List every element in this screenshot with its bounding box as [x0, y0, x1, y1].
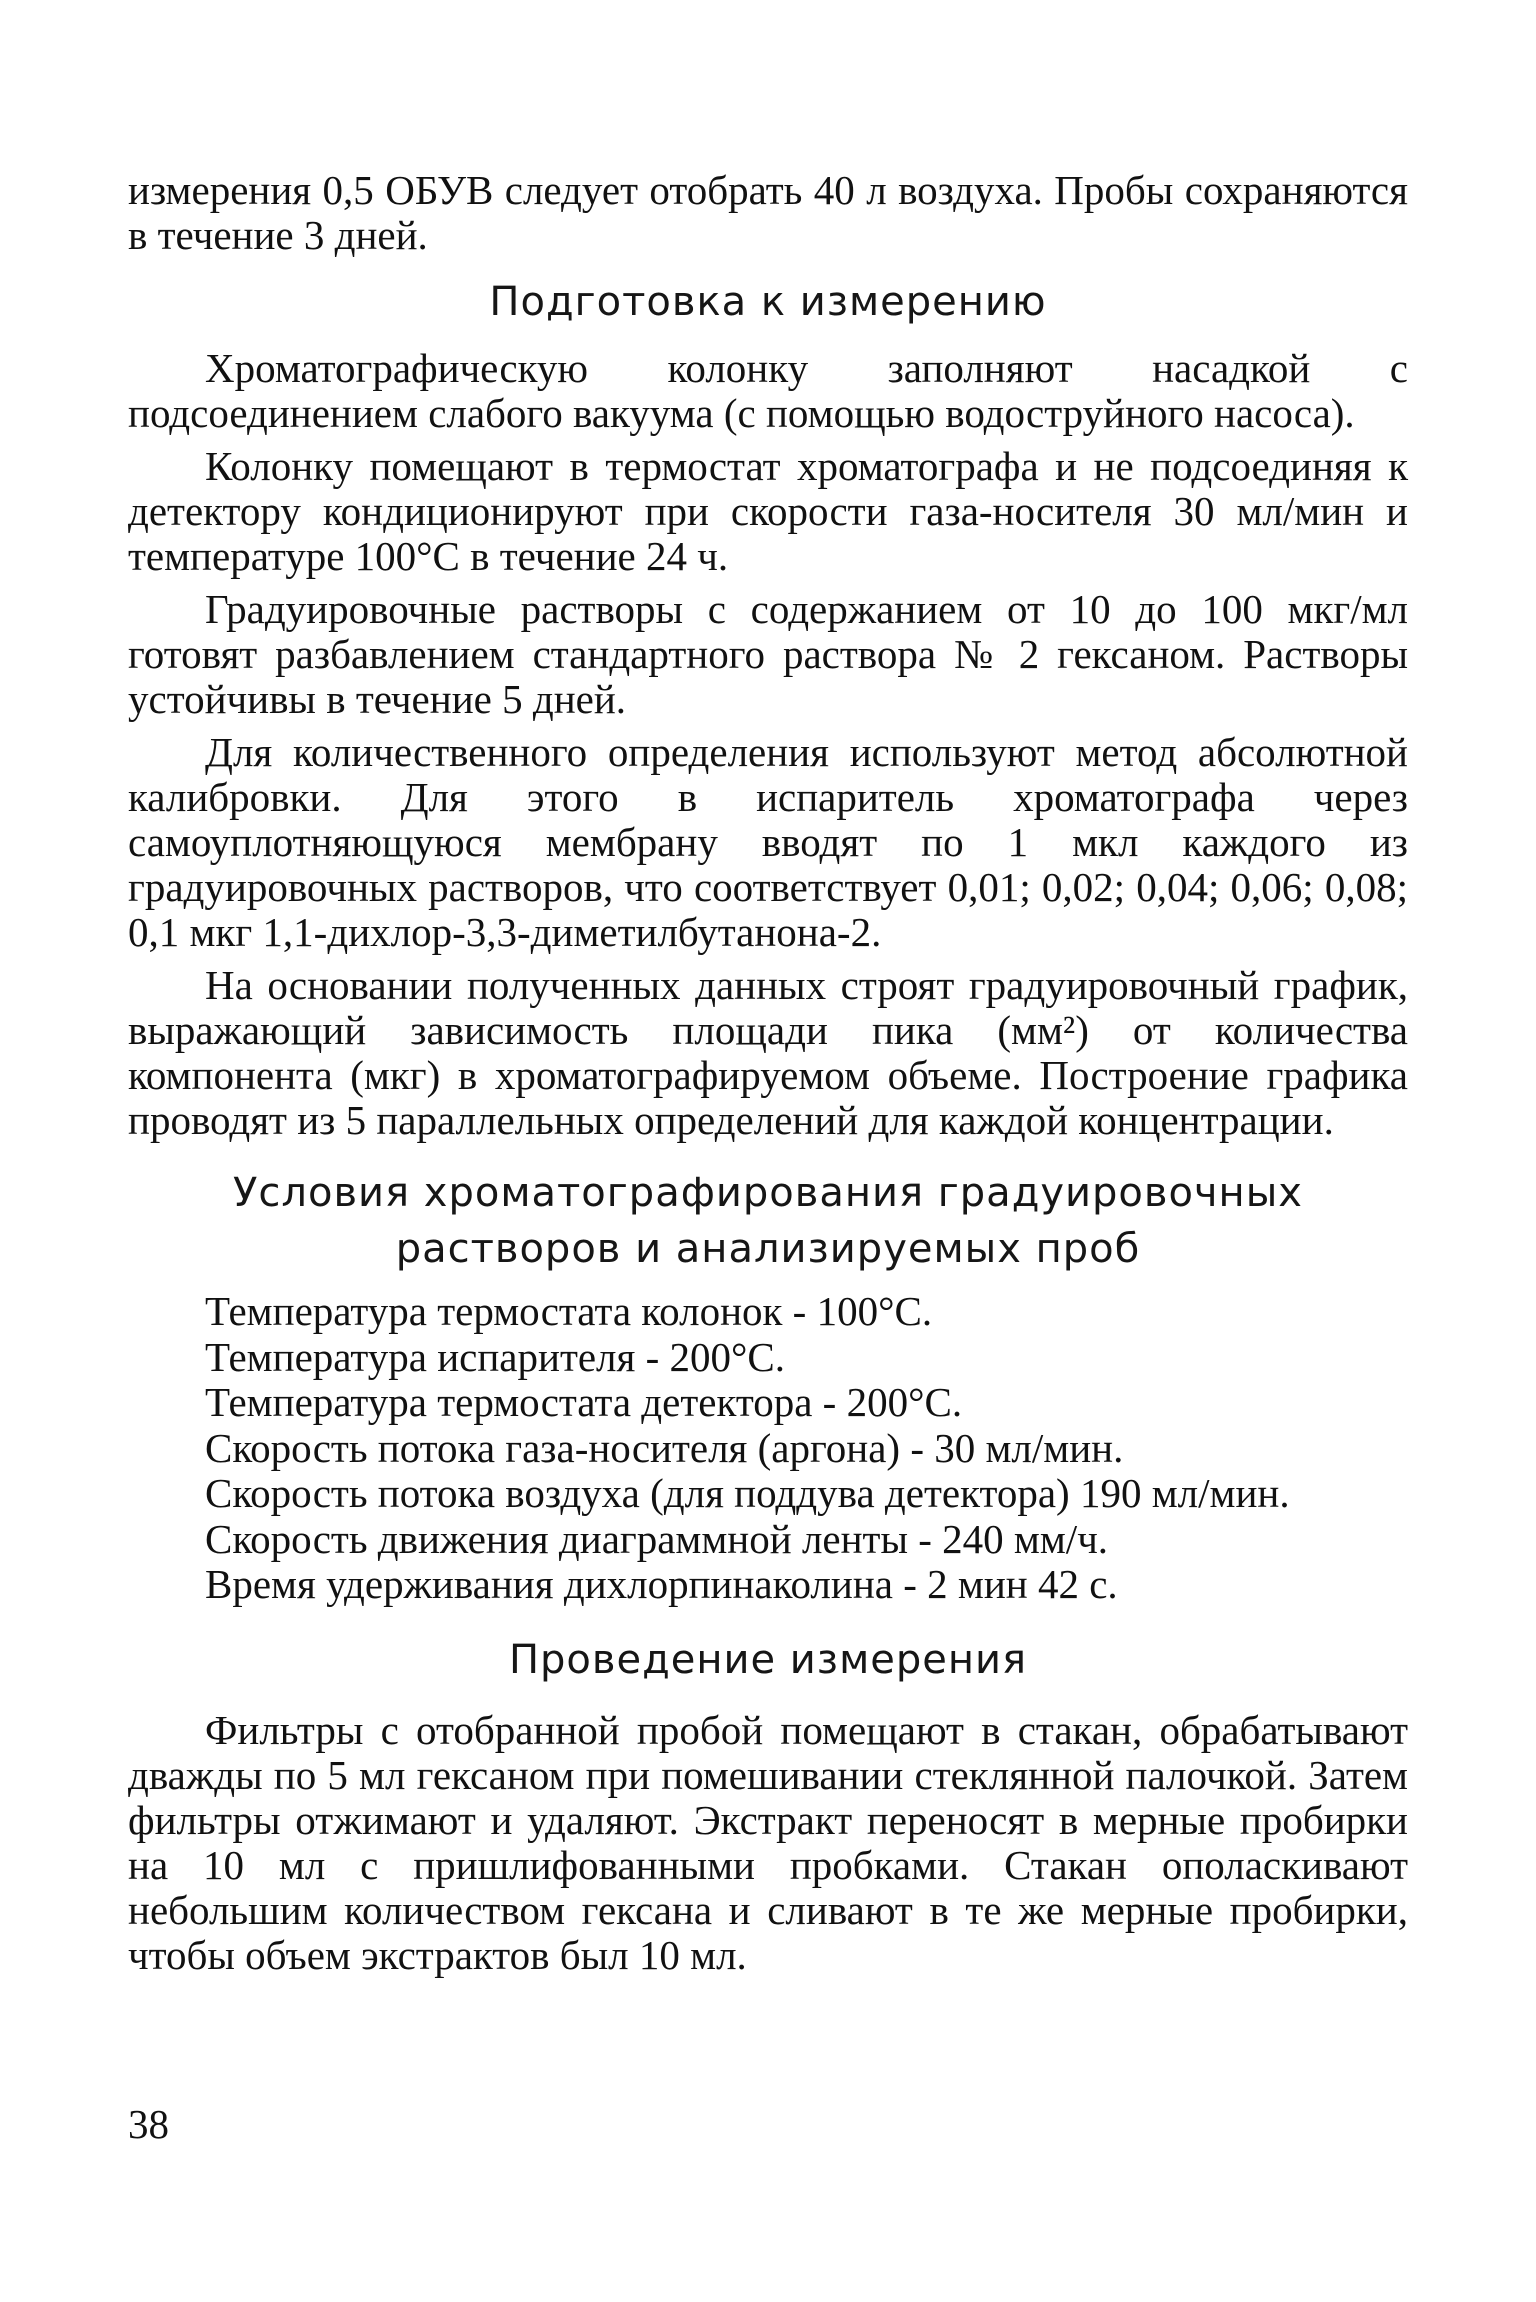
preparation-paragraph-2: Колонку помещают в термостат хроматографа и не подсоединяя к детектору кондиционируют при скорости газа-носителя 30 мл/мин и температуре 100°С в течение 24 ч. — [128, 443, 1408, 579]
page-number: 38 — [128, 2101, 169, 2147]
section-title-conditions-line-2: растворов и анализируемых проб — [395, 1226, 1141, 1272]
condition-item: Температура термостата колонок - 100°С. — [205, 1288, 933, 1334]
preparation-paragraph-3: Градуировочные растворы с содержанием от 10 до 100 мкг/мл готовят разбавлением стандартного раствора № 2 гексаном. Растворы устойчивы в течение 5 дней. — [128, 586, 1408, 722]
condition-item: Скорость потока газа-носителя (аргона) - 30 мл/мин. — [205, 1424, 1124, 1471]
preparation-paragraph-4: Для количественного определения используют метод абсолютной калибровки. Для этого в испаритель хроматографа через самоуплотняющуюся мембрану вводят по 1 мкл каждого из градуировочных растворов, что соответствует 0,01; 0,02; 0,04; 0,06; 0,08; 0,1 мкг 1,1-дихлор-3,3-диметилбутанона-2. — [128, 729, 1408, 955]
intro-paragraph: измерения 0,5 ОБУВ следует отобрать 40 л воздуха. Пробы сохраняются в течение 3 дней. — [128, 167, 1408, 258]
condition-item: Время удерживания дихлорпинаколина - 2 мин 42 с. — [205, 1561, 1118, 1607]
preparation-paragraph-1: Хроматографическую колонку заполняют насадкой с подсоединением слабого вакуума (с помощью водоструйного насоса). — [128, 345, 1408, 436]
section-title-conditions — [128, 1165, 1408, 1277]
condition-item: Температура термостата детектора - 200°С. — [205, 1379, 963, 1425]
condition-item: Температура испарителя - 200°С. — [205, 1333, 786, 1380]
page-body — [128, 168, 1408, 1978]
condition-item: Скорость потока воздуха (для поддува детектора) 190 мл/мин. — [205, 1470, 1290, 1516]
section-title-measurement: Проведение измерения — [508, 1636, 1028, 1683]
section-title-conditions-line-1: Условия хроматографирования градуировочных — [233, 1170, 1303, 1216]
preparation-paragraph-5: На основании полученных данных строят градуировочный график, выражающий зависимость площади пика (мм²) от количества компонента (мкг) в хроматографируемом объеме. Построение графика проводят из 5 параллельных определений для каждой концентрации. — [128, 962, 1408, 1143]
measurement-paragraph: Фильтры с отобранной пробой помещают в стакан, обрабатывают дважды по 5 мл гексаном при помешивании стеклянной палочкой. Затем фильтры отжимают и удаляют. Экстракт переносят в мерные пробирки на 10 мл с пришлифованными пробками. Стакан ополаскивают небольшим количеством гексана и сливают в те же мерные пробирки, чтобы объем экстрактов был 10 мл. — [128, 1706, 1408, 1978]
conditions-list — [128, 1289, 1408, 1608]
section-title-preparation: Подготовка к измерению — [489, 279, 1047, 325]
condition-item: Скорость движения диаграммной ленты - 240 мм/ч. — [205, 1515, 1109, 1562]
